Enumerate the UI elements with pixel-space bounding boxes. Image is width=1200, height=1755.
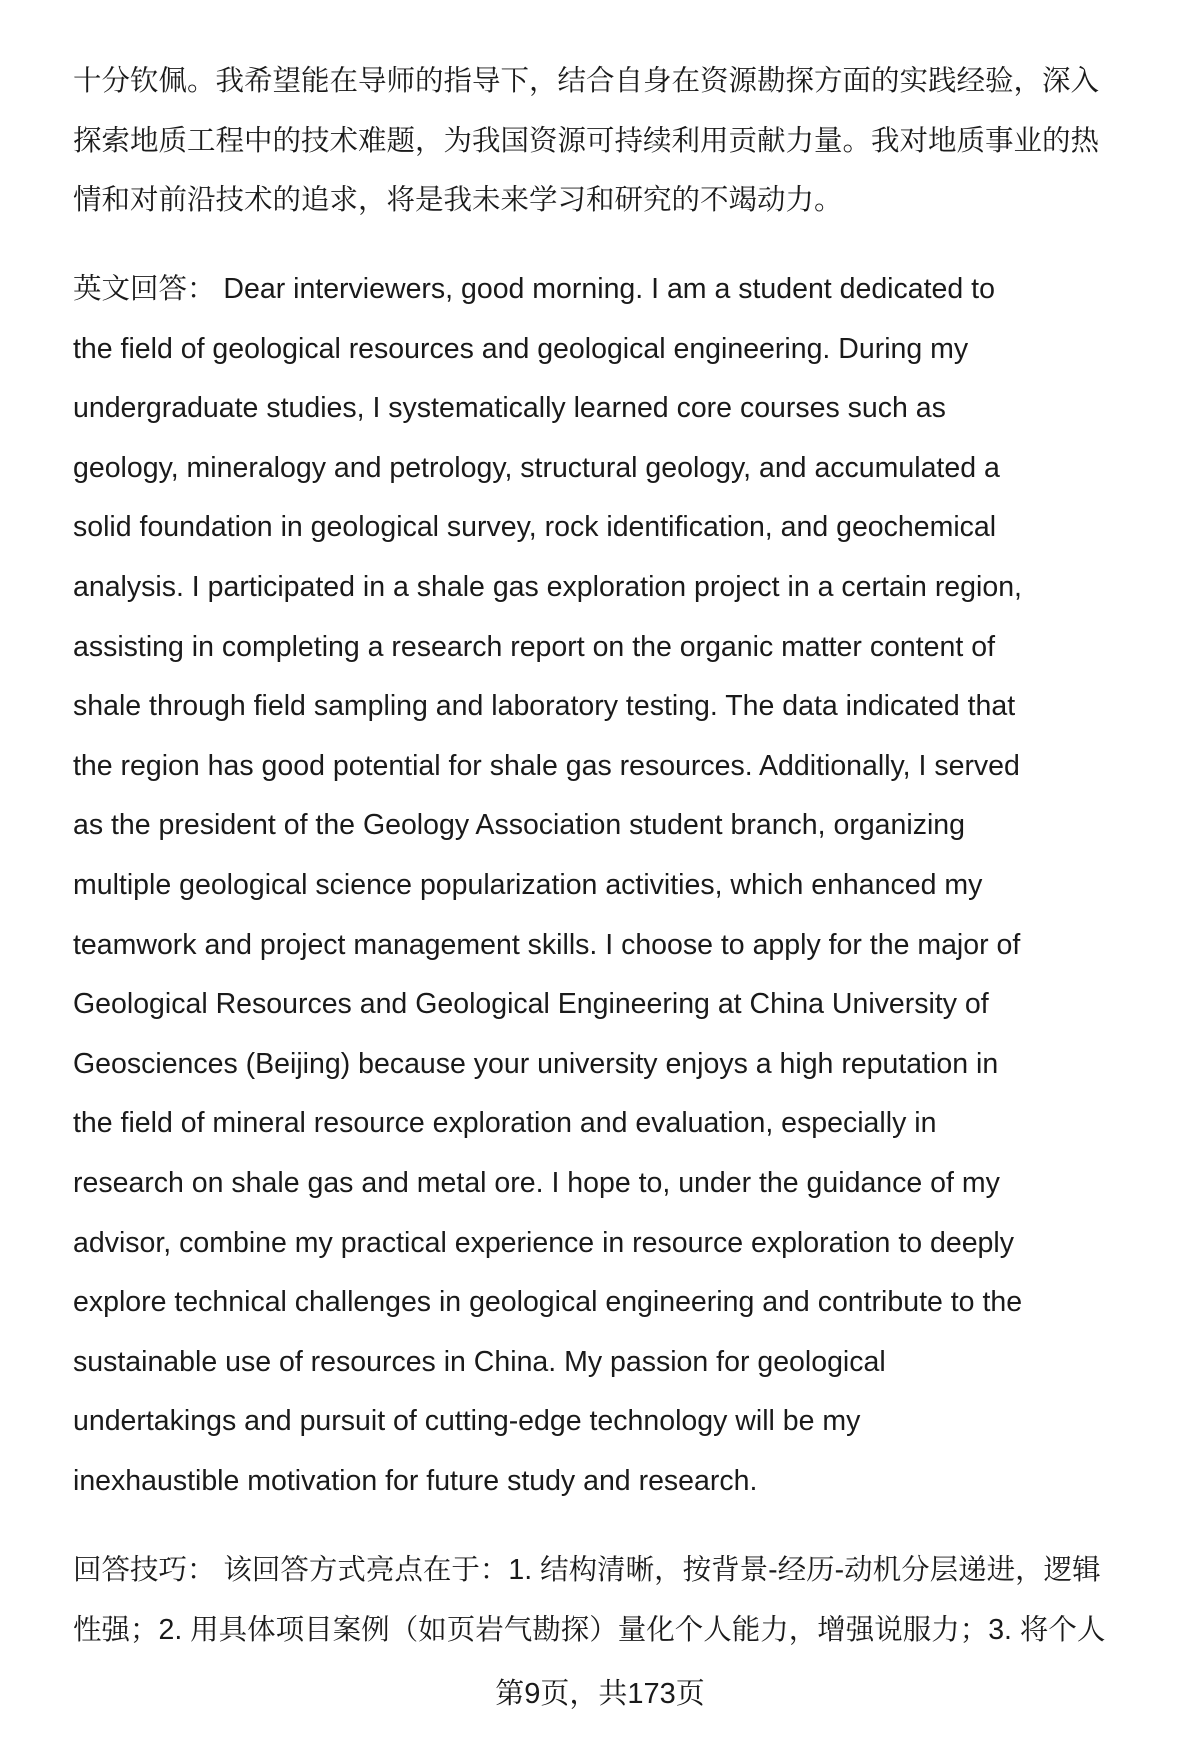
english-answer-line: multiple geological science popularization activities, which enhanced my	[73, 869, 983, 901]
english-answer-line: Geosciences (Beijing) because your university enjoys a high reputation in	[73, 1047, 999, 1080]
english-answer-line: the region has good potential for shale gas resources. Additionally, I served	[73, 749, 1020, 782]
answer-tips-line: 性强；2. 用具体项目案例（如页岩气勘探）量化个人能力，增强说服力；3. 将个人	[73, 1613, 1106, 1646]
english-answer-line: 英文回答： Dear interviewers, good morning. I am a student dedicated to	[73, 273, 995, 305]
english-answer-line: the field of geological resources and geological engineering. During my	[73, 332, 969, 365]
english-answer-line: undergraduate studies, I systematically learned core courses such as	[73, 392, 946, 425]
english-answer-line: advisor, combine my practical experience in resource exploration to deeply	[73, 1226, 1014, 1259]
english-answer-line: assisting in completing a research report on the organic matter content of	[73, 630, 995, 663]
english-answer-line: undertakings and pursuit of cutting-edge technology will be my	[73, 1405, 861, 1438]
english-answer-line: research on shale gas and metal ore. I hope to, under the guidance of my	[73, 1167, 1000, 1199]
page-number: 第9页，共173页	[495, 1678, 705, 1710]
chinese-answer-line: 情和对前沿技术的追求，将是我未来学习和研究的不竭动力。	[73, 184, 843, 217]
english-answer-line: as the president of the Geology Association student branch, organizing	[73, 809, 965, 842]
english-answer-line: sustainable use of resources in China. My passion for geological	[73, 1345, 886, 1378]
english-answer-line: shale through field sampling and laboratory testing. The data indicated that	[73, 690, 1016, 723]
english-answer-line: analysis. I participated in a shale gas exploration project in a certain region,	[73, 571, 1022, 603]
chinese-answer-line: 十分钦佩。我希望能在导师的指导下，结合自身在资源勘探方面的实践经验，深入	[73, 65, 1100, 97]
english-answer-line: Geological Resources and Geological Engineering at China University of	[73, 988, 989, 1021]
english-answer-line: explore technical challenges in geological engineering and contribute to the	[73, 1286, 1023, 1319]
english-answer-line: solid foundation in geological survey, rock identification, and geochemical	[73, 511, 997, 544]
english-answer-line: inexhaustible motivation for future study and research.	[73, 1465, 758, 1497]
english-answer-line: teamwork and project management skills. I choose to apply for the major of	[73, 928, 1021, 961]
english-answer-line: geology, mineralogy and petrology, structural geology, and accumulated a	[73, 451, 1000, 484]
answer-tips-line: 回答技巧： 该回答方式亮点在于：1. 结构清晰，按背景-经历-动机分层递进，逻辑	[73, 1554, 1101, 1586]
chinese-answer-line: 探索地质工程中的技术难题，为我国资源可持续利用贡献力量。我对地质事业的热	[73, 124, 1100, 157]
english-answer-line: the field of mineral resource exploration and evaluation, especially in	[73, 1107, 937, 1140]
